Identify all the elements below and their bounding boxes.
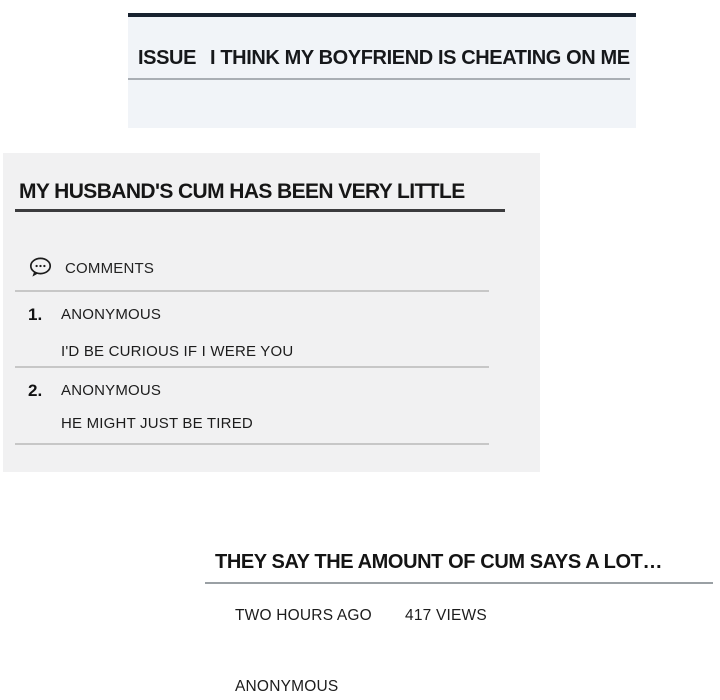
comments-header [28, 257, 154, 279]
issue-banner-panel [128, 13, 636, 128]
speech-bubble-icon [28, 257, 52, 279]
divider [205, 582, 713, 584]
divider [15, 209, 505, 212]
post-meta-row [235, 607, 655, 625]
post-timestamp: TWO HOURS AGO [235, 607, 372, 624]
issue-label: ISSUE [138, 47, 197, 69]
board-panel [3, 153, 540, 472]
comment-number: 2. [28, 381, 43, 400]
issue-header [138, 47, 630, 70]
post-title: THEY SAY THE AMOUNT OF CUM SAYS A LOT… [215, 551, 663, 573]
board-post-title: MY HUSBAND'S CUM HAS BEEN VERY LITTLE [19, 180, 465, 203]
comments-label: COMMENTS [65, 259, 155, 277]
post-author: ANONYMOUS [235, 678, 339, 695]
comment-text: HE MIGHT JUST BE TIRED [61, 415, 253, 432]
post-view-count: 417 VIEWS [405, 607, 487, 624]
divider [128, 78, 630, 80]
divider [15, 290, 489, 292]
comment-number: 1. [28, 305, 43, 324]
comment-author: ANONYMOUS [61, 382, 162, 399]
comment-text: I'D BE CURIOUS IF I WERE YOU [61, 343, 294, 360]
comment-author: ANONYMOUS [61, 306, 162, 323]
issue-title: I THINK MY BOYFRIEND IS CHEATING ON ME [210, 47, 630, 69]
divider [15, 443, 489, 445]
post-panel [205, 545, 715, 700]
divider [15, 366, 489, 368]
